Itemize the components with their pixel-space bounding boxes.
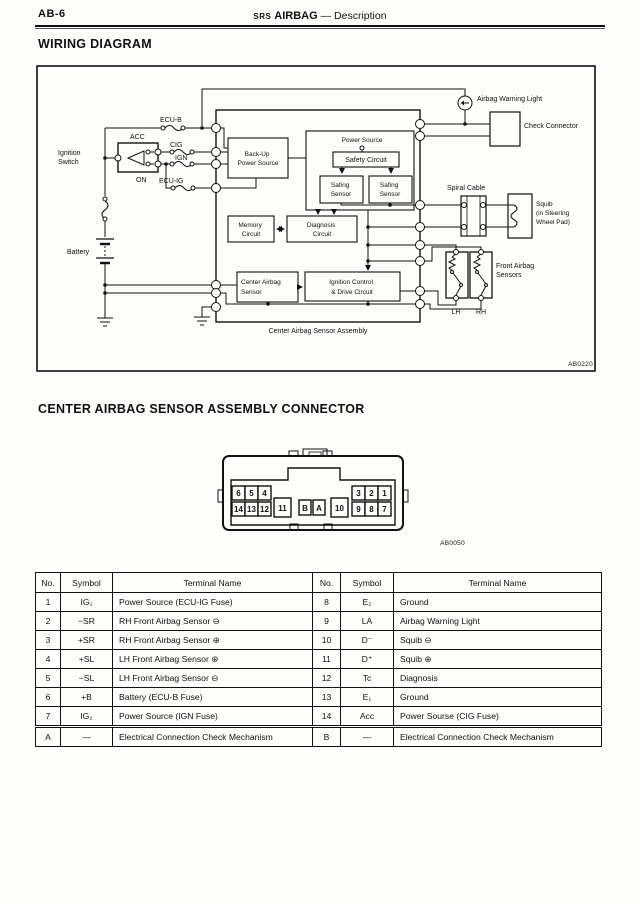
svg-text:B: B	[302, 504, 308, 513]
safing-sensor-label-right: Safing Sensor	[379, 182, 401, 198]
diagnosis-circuit-box	[287, 216, 357, 242]
warning-light-icon	[458, 96, 472, 110]
svg-text:4: 4	[262, 489, 267, 498]
connector-heading: CENTER AIRBAG SENSOR ASSEMBLY CONNECTOR	[38, 402, 365, 416]
safing-sensor-box-right	[369, 176, 412, 203]
table-row: 5 −SL LH Front Airbag Sensor ⊖ 12 Tc Diagnosis	[36, 669, 602, 688]
ignition-control-label: Ignition Control & Drive Circuit	[329, 279, 373, 296]
ecu-ig-label: ECU-IG	[159, 178, 184, 185]
svg-text:2: 2	[369, 489, 374, 498]
safing-sensor-label-left: Safing Sensor	[330, 182, 352, 198]
fuse-icon-ign	[170, 162, 194, 167]
connector-figure	[0, 440, 640, 565]
front-sensors-label: Front Airbag Sensors	[496, 263, 535, 279]
spiral-cable-label: Spiral Cable	[447, 185, 486, 192]
front-airbag-sensor-lh	[446, 250, 468, 301]
col-header-symbol: Symbol	[61, 573, 113, 593]
rh-label: RH	[475, 309, 487, 316]
acc-label: ACC	[130, 134, 145, 141]
fuse-icon-ecu-ig	[171, 186, 195, 191]
wiring-diagram-heading: WIRING DIAGRAM	[38, 37, 152, 51]
ign-label: IGN	[175, 155, 188, 162]
table-row: 4 +SL LH Front Airbag Sensor ⊕ 11 D⁺ Squib ⊕	[36, 650, 602, 669]
center-airbag-sensor-label: Center Airbag Sensor	[241, 279, 281, 296]
squib-symbol	[508, 194, 532, 238]
cig-label: CIG	[170, 142, 183, 149]
svg-text:1: 1	[382, 489, 387, 498]
svg-text:14: 14	[234, 505, 243, 514]
assembly-label: Center Airbag Sensor Assembly	[268, 328, 368, 335]
table-row-check: A — Electrical Connection Check Mechanism B — Electrical Connection Check Mechanism	[36, 727, 602, 747]
ignition-switch-label: Ignition Switch	[58, 150, 81, 166]
front-airbag-sensor-rh	[470, 250, 492, 301]
terminal-table	[35, 572, 602, 747]
ground-icon	[97, 318, 113, 326]
page-title-main: AIRBAG	[274, 10, 318, 22]
svg-text:13: 13	[247, 505, 256, 514]
diagnosis-input-arrows	[318, 210, 368, 270]
fuse-icon-cig	[170, 150, 194, 155]
safety-circuit-label: Safety Circuit	[345, 157, 387, 164]
check-connector-label: Check Connector	[524, 123, 579, 130]
center-airbag-sensor-box	[237, 272, 298, 302]
power-source-icon	[360, 146, 364, 152]
ignition-control-box	[305, 272, 400, 301]
svg-text:6: 6	[236, 489, 241, 498]
page-title-srs: SRS	[253, 12, 272, 21]
ecu-b-label: ECU-B	[160, 117, 182, 124]
page-number: AB-6	[38, 8, 66, 20]
table-row: 6 +B Battery (ECU-B Fuse) 13 E₁ Ground	[36, 688, 602, 707]
table-header-row	[36, 573, 602, 593]
connector-figure-code: AB0050	[440, 540, 465, 547]
power-source-label: Power Source	[341, 137, 383, 144]
fuse-icon-ecu-b	[161, 126, 185, 131]
battery-label: Battery	[67, 249, 90, 256]
on-label: ON	[136, 177, 147, 184]
wiring-figure-code: AB0220	[568, 361, 593, 368]
col-header-terminal: Terminal Name	[394, 573, 602, 593]
svg-text:8: 8	[369, 505, 374, 514]
diagnosis-circuit-label: Diagnosis Circuit	[306, 222, 336, 238]
spiral-cable-symbol	[461, 196, 486, 236]
safety-to-safing-arrows	[342, 167, 391, 173]
memory-circuit-box	[228, 216, 274, 242]
warning-light-label: Airbag Warning Light	[477, 96, 543, 103]
squib-label: Squib (in Steering Wheel Pad)	[536, 201, 570, 226]
svg-text:7: 7	[382, 505, 387, 514]
fusible-link-icon	[102, 197, 108, 221]
col-header-symbol: Symbol	[341, 573, 394, 593]
svg-text:11: 11	[278, 504, 287, 513]
col-header-no: No.	[36, 573, 61, 593]
table-row: 2 −SR RH Front Airbag Sensor ⊖ 9 LA Airbag Warning Light	[36, 612, 602, 631]
lh-label: LH	[451, 309, 461, 316]
svg-text:A: A	[316, 504, 322, 513]
safing-sensor-box-left	[320, 176, 363, 203]
table-row: 7 IG₂ Power Source (IGN Fuse) 14 Acc Power Sourse (CIG Fuse)	[36, 707, 602, 727]
table-row: 1 IG₁ Power Source (ECU-IG Fuse) 8 E₂ Ground	[36, 593, 602, 612]
svg-text:3: 3	[356, 489, 361, 498]
battery-icon	[96, 239, 114, 263]
ground-icon	[194, 317, 210, 325]
page-title-sub: — Description	[320, 10, 387, 22]
check-connector-box	[490, 112, 520, 146]
wiring-diagram-figure	[0, 0, 640, 385]
col-header-terminal: Terminal Name	[113, 573, 313, 593]
backup-power-source-box	[228, 138, 288, 178]
svg-text:12: 12	[260, 505, 269, 514]
table-row: 3 +SR RH Front Airbag Sensor ⊕ 10 D⁻ Squib ⊖	[36, 631, 602, 650]
ignition-switch-symbol	[115, 143, 161, 172]
svg-text:5: 5	[249, 489, 254, 498]
svg-text:9: 9	[356, 505, 361, 514]
memory-circuit-label: Memory Circuit	[238, 222, 262, 238]
svg-text:10: 10	[335, 504, 344, 513]
backup-power-source-label: Back-Up Power Source	[237, 151, 279, 167]
col-header-no: No.	[313, 573, 341, 593]
